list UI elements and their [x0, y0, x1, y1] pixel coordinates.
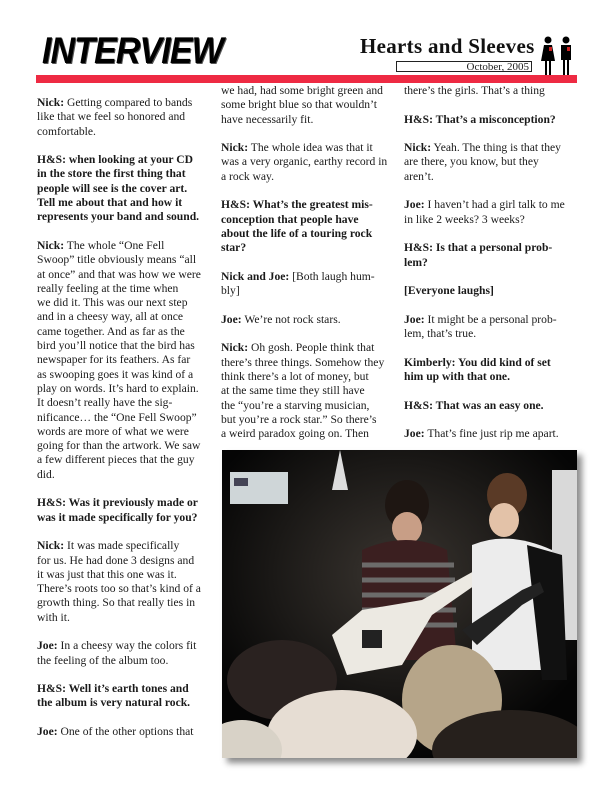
- text-line: [221, 427, 391, 441]
- text-line: [404, 170, 582, 184]
- interview-paragraph: [221, 270, 391, 299]
- text-line: [404, 356, 582, 370]
- text-line: [37, 511, 207, 525]
- text-line: [404, 256, 582, 270]
- line-text: H&S: Well it’s earth tones and: [37, 682, 189, 696]
- text-line: [37, 153, 207, 167]
- interview-paragraph: [404, 241, 582, 270]
- interview-paragraph: [221, 84, 391, 127]
- interview-paragraph: [404, 313, 582, 342]
- line-text: Swoop” title obviously means “all: [37, 253, 197, 267]
- text-line: [404, 313, 582, 327]
- text-line: [37, 296, 207, 310]
- text-line: [221, 198, 391, 212]
- speaker-name: Nick:: [37, 238, 65, 252]
- speaker-name: Joe:: [404, 427, 425, 441]
- line-text: in like 2 weeks? 3 weeks?: [404, 212, 525, 226]
- interview-paragraph: [37, 153, 207, 224]
- text-line: [37, 110, 207, 124]
- line-text: Getting compared to bands: [66, 96, 193, 109]
- line-text: H&S: when looking at your CD: [37, 153, 194, 167]
- line-text: a weird paradox going on. Then: [221, 427, 369, 441]
- line-text: there’s the girls. That’s a thing: [404, 84, 545, 97]
- interview-paragraph: [404, 113, 582, 127]
- text-line: [404, 213, 582, 227]
- text-line: [37, 282, 207, 296]
- line-text: as swooping goes it was kind of a: [37, 367, 194, 381]
- article-column-3: [404, 84, 582, 456]
- interview-paragraph: [404, 284, 582, 298]
- text-line: [37, 725, 207, 739]
- text-line: [404, 370, 582, 384]
- line-text: In a cheesy way the colors fit: [60, 639, 197, 653]
- line-text: The whole idea was that it: [250, 141, 373, 155]
- interview-paragraph: [37, 725, 207, 739]
- line-text: star?: [221, 241, 247, 255]
- issue-date: October, 2005: [396, 61, 532, 72]
- text-line: [221, 399, 391, 413]
- line-text: represents your band and sound.: [37, 210, 200, 224]
- text-line: [37, 425, 207, 439]
- text-line: [404, 155, 582, 169]
- line-text: like that we feel so honored and: [37, 110, 186, 124]
- line-text: H&S: What’s the greatest mis-: [221, 198, 373, 212]
- band-performing-photo: [222, 450, 577, 758]
- text-line: [37, 167, 207, 181]
- text-line: [37, 268, 207, 282]
- line-text: bird you’ll notice that the bird has: [37, 339, 195, 353]
- text-line: [221, 313, 391, 327]
- line-text: the album is very natural rock.: [37, 696, 191, 710]
- interview-paragraph: [404, 427, 582, 441]
- text-line: [37, 382, 207, 396]
- speaker-name: Joe:: [221, 312, 242, 326]
- line-text: growth thing. So that really ties in: [37, 596, 196, 610]
- magazine-brand: Hearts and Sleeves: [360, 34, 535, 58]
- line-text: That’s fine just rip me apart.: [427, 427, 559, 441]
- interview-paragraph: [221, 198, 391, 255]
- text-line: [404, 427, 582, 441]
- text-line: [37, 496, 207, 510]
- line-text: the feeling of the album too.: [37, 653, 169, 667]
- line-text: H&S: Is that a personal prob-: [404, 241, 553, 255]
- text-line: [221, 227, 391, 241]
- line-text: play on words. It’s hard to explain.: [37, 381, 199, 395]
- text-line: [221, 284, 391, 298]
- line-text: we did it. This was our next step: [37, 296, 188, 310]
- text-line: [221, 98, 391, 112]
- speaker-name: Nick:: [37, 96, 65, 109]
- line-text: words are more of what we were: [37, 424, 189, 438]
- text-line: [37, 339, 207, 353]
- speaker-name: Joe:: [37, 639, 58, 653]
- line-text: going for than the artwork. We saw: [37, 439, 201, 453]
- text-line: [221, 384, 391, 398]
- text-line: [404, 113, 582, 127]
- text-line: [37, 582, 207, 596]
- text-line: [37, 368, 207, 382]
- line-text: The whole “One Fell: [66, 238, 165, 252]
- line-text: people will see is the cover art.: [37, 181, 188, 195]
- line-text: lem?: [404, 255, 428, 269]
- line-text: bly]: [221, 284, 240, 298]
- line-text: really feeling at the time when: [37, 281, 179, 295]
- line-text: in the store the first thing that: [37, 167, 186, 181]
- line-text: H&S: That was an easy one.: [404, 398, 544, 412]
- text-line: [37, 196, 207, 210]
- line-text: we had, had some bright green and: [221, 84, 383, 97]
- interview-paragraph: [404, 198, 582, 227]
- text-line: [37, 310, 207, 324]
- line-text: comfortable.: [37, 124, 96, 138]
- line-text: and in a cheesy way, all at once: [37, 310, 184, 324]
- line-text: nificance… the “One Fell Swoop”: [37, 410, 197, 424]
- text-line: [37, 239, 207, 253]
- line-text: came together. And as far as the: [37, 324, 185, 338]
- interview-paragraph: [37, 539, 207, 625]
- text-line: [221, 213, 391, 227]
- text-line: [404, 141, 582, 155]
- article-column-1: [37, 96, 207, 754]
- line-text: there’s three things. Somehow they: [221, 355, 385, 369]
- line-text: with it.: [37, 610, 70, 624]
- text-line: [37, 453, 207, 467]
- text-line: [37, 253, 207, 267]
- text-line: [221, 155, 391, 169]
- interview-paragraph: [37, 639, 207, 668]
- text-line: [404, 84, 582, 98]
- interview-paragraph: [221, 313, 391, 327]
- text-line: [221, 170, 391, 184]
- line-text: a few different pieces that the guy: [37, 453, 195, 467]
- interview-paragraph: [37, 496, 207, 525]
- text-line: [221, 341, 391, 355]
- line-text: It was made specifically: [66, 539, 180, 553]
- header-rule: [36, 75, 577, 83]
- interview-paragraph: [221, 141, 391, 184]
- text-line: [37, 696, 207, 710]
- text-line: [37, 596, 207, 610]
- line-text: but you’re a rock star.” So there’s: [221, 412, 377, 426]
- interview-paragraph: [404, 399, 582, 413]
- text-line: [37, 639, 207, 653]
- line-text: I haven’t had a girl talk to me: [427, 198, 565, 212]
- line-text: Tell me about that and how it: [37, 196, 183, 210]
- text-line: [37, 411, 207, 425]
- line-text: have necessarily fit.: [221, 112, 314, 126]
- text-line: [221, 413, 391, 427]
- line-text: H&S: That’s a misconception?: [404, 112, 556, 126]
- text-line: [404, 399, 582, 413]
- line-text: was a very organic, earthy record in: [221, 155, 388, 169]
- text-line: [37, 654, 207, 668]
- line-text: It doesn’t really have the sig-: [37, 396, 173, 410]
- line-text: a rock way.: [221, 169, 275, 183]
- line-text: newspaper for its feathers. As far: [37, 353, 191, 367]
- text-line: [37, 568, 207, 582]
- interview-paragraph: [221, 341, 391, 441]
- section-title: INTERVIEW: [42, 30, 223, 71]
- line-text: some bright blue so that wouldn’t: [221, 98, 377, 112]
- line-text: about the life of a touring rock: [221, 226, 373, 240]
- line-text: was it made specifically for you?: [37, 510, 198, 524]
- speaker-name: Nick:: [221, 341, 249, 355]
- speaker-name: Joe:: [404, 198, 425, 212]
- line-text: lem, that’s true.: [404, 327, 477, 341]
- speaker-name: Joe:: [404, 312, 425, 326]
- man-and-woman-figures-icon: [540, 36, 574, 76]
- text-line: [37, 353, 207, 367]
- speaker-name: Nick and Joe:: [221, 269, 290, 283]
- text-line: [37, 396, 207, 410]
- line-text: There’s roots too so that’s kind of a: [37, 582, 201, 596]
- text-line: [221, 141, 391, 155]
- text-line: [221, 113, 391, 127]
- text-line: [221, 370, 391, 384]
- text-line: [37, 611, 207, 625]
- line-text: at once” and that was how we were: [37, 267, 201, 281]
- line-text: We’re not rock stars.: [244, 312, 341, 326]
- line-text: conception that people have: [221, 212, 359, 226]
- text-line: [404, 327, 582, 341]
- speaker-name: Nick:: [404, 141, 432, 155]
- interview-paragraph: [37, 239, 207, 482]
- speaker-name: Nick:: [37, 539, 65, 553]
- line-text: H&S: Was it previously made or: [37, 496, 198, 510]
- line-text: Oh gosh. People think that: [250, 341, 375, 355]
- line-text: at the same time they still have: [221, 384, 365, 398]
- text-line: [37, 682, 207, 696]
- interview-paragraph: [404, 356, 582, 385]
- line-text: think there’s a lot of money, but: [221, 369, 369, 383]
- line-text: are there, you know, but they: [404, 155, 539, 169]
- text-line: [37, 325, 207, 339]
- text-line: [404, 284, 582, 298]
- line-text: Yeah. The thing is that they: [433, 141, 561, 155]
- line-text: One of the other options that: [60, 725, 194, 739]
- text-line: [37, 210, 207, 224]
- text-line: [37, 182, 207, 196]
- text-line: [221, 270, 391, 284]
- text-line: [221, 356, 391, 370]
- text-line: [37, 554, 207, 568]
- line-text: it was just that this one was it.: [37, 567, 177, 581]
- interview-paragraph: [404, 141, 582, 184]
- interview-paragraph: [404, 84, 582, 98]
- line-text: Kimberly: You did kind of set: [404, 355, 551, 369]
- text-line: [37, 439, 207, 453]
- text-line: [37, 468, 207, 482]
- text-line: [221, 84, 391, 98]
- line-text: for us. He had done 3 designs and: [37, 553, 195, 567]
- text-line: [404, 198, 582, 212]
- article-column-2: [221, 84, 391, 456]
- interview-paragraph: [37, 96, 207, 139]
- text-line: [404, 241, 582, 255]
- line-text: [Everyone laughs]: [404, 284, 494, 298]
- speaker-name: Nick:: [221, 141, 249, 155]
- line-text: did.: [37, 467, 55, 481]
- line-text: him up with that one.: [404, 369, 510, 383]
- text-line: [37, 539, 207, 553]
- line-text: aren’t.: [404, 169, 434, 183]
- text-line: [37, 125, 207, 139]
- text-line: [37, 96, 207, 110]
- interview-paragraph: [37, 682, 207, 711]
- line-text: It might be a personal prob-: [427, 312, 557, 326]
- line-text: [Both laugh hum-: [292, 269, 375, 283]
- text-line: [221, 241, 391, 255]
- speaker-name: Joe:: [37, 725, 58, 739]
- line-text: the “you’re a starving musician,: [221, 398, 370, 412]
